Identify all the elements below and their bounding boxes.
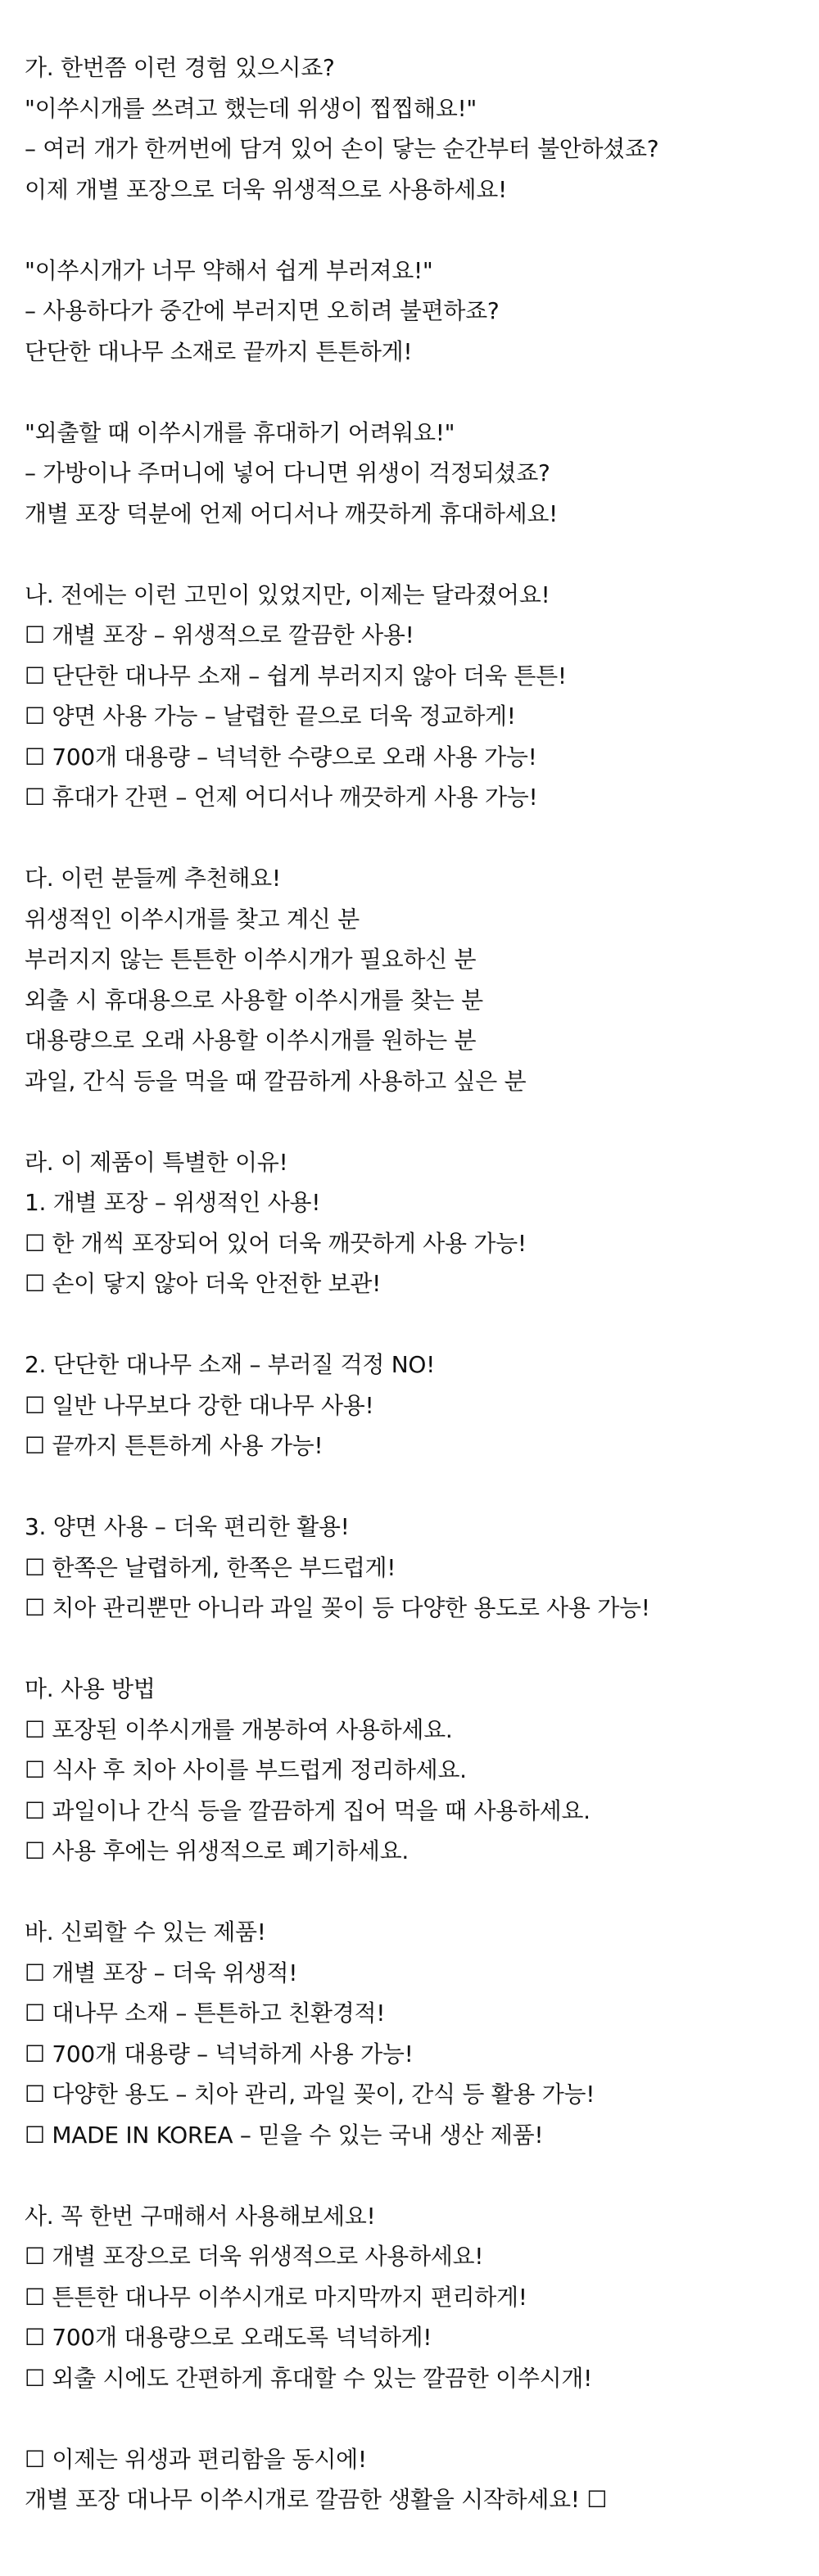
text-line: ☐ 다양한 용도 – 치아 관리, 과일 꽂이, 간식 등 활용 가능!: [25, 2081, 595, 2108]
text-line: ☐ 개별 포장 – 더욱 위생적!: [25, 1959, 298, 1986]
text-line: ☐ 외출 시에도 간편하게 휴대할 수 있는 깔끔한 이쑤시개!: [25, 2364, 592, 2392]
text-section: [25, 1344, 803, 1467]
text-line: 대용량으로 오래 사용할 이쑤시개를 원하는 분: [25, 1027, 477, 1054]
text-line: "이쑤시개가 너무 약해서 쉽게 부러져요!": [25, 256, 433, 284]
text-line: ☐ 700개 대용량 – 넉넉하게 사용 가능!: [25, 2040, 414, 2068]
text-line: 과일, 간식 등을 먹을 때 깔끔하게 사용하고 싶은 분: [25, 1067, 527, 1095]
section-gap: [25, 1872, 803, 1913]
text-line: 나. 전에는 이런 고민이 있었지만, 이제는 달라졌어요!: [25, 581, 550, 608]
text-line: 위생적인 이쑤시개를 찾고 계신 분: [25, 905, 360, 933]
text-section: [25, 858, 803, 1101]
text-section: [25, 47, 803, 210]
text-line: 외출 시 휴대용으로 사용할 이쑤시개를 찾는 분: [25, 986, 483, 1014]
text-line: 다. 이런 분들께 추천해요!: [25, 865, 281, 892]
text-section: [25, 1669, 803, 1872]
section-gap: [25, 534, 803, 575]
text-line: 개별 포장 덕분에 언제 어디서나 깨끗하게 휴대하세요!: [25, 499, 558, 527]
text-line: 바. 신뢰할 수 있는 제품!: [25, 1918, 266, 1946]
text-line: 이제 개별 포장으로 더욱 위생적으로 사용하세요!: [25, 175, 507, 203]
text-line: ☐ MADE IN KOREA – 믿을 수 있는 국내 생산 제품!: [25, 2121, 544, 2149]
text-line: ☐ 일반 나무보다 강한 대나무 사용!: [25, 1391, 374, 1419]
text-line: "이쑤시개를 쓰려고 했는데 위생이 찝찝해요!": [25, 94, 477, 122]
text-line: 마. 사용 방법: [25, 1675, 156, 1702]
text-line: ☐ 튼튼한 대나무 이쑤시개로 마지막까지 편리하게!: [25, 2283, 527, 2311]
text-line: ☐ 한 개씩 포장되어 있어 더욱 깨끗하게 사용 가능!: [25, 1229, 527, 1257]
text-section: [25, 1507, 803, 1629]
text-line: ☐ 휴대가 간편 – 언제 어디서나 깨끗하게 사용 가능!: [25, 784, 538, 811]
section-gap: [25, 372, 803, 413]
text-line: ☐ 700개 대용량 – 넉넉한 수량으로 오래 사용 가능!: [25, 743, 537, 771]
text-line: ☐ 치아 관리뿐만 아니라 과일 꽂이 등 다양한 용도로 사용 가능!: [25, 1594, 650, 1621]
text-line: "외출할 때 이쑤시개를 휴대하기 어려워요!": [25, 418, 455, 446]
section-gap: [25, 210, 803, 251]
section-gap: [25, 1467, 803, 1507]
text-line: ☐ 포장된 이쑤시개를 개봉하여 사용하세요.: [25, 1715, 453, 1743]
section-gap: [25, 1304, 803, 1345]
text-line: ☐ 식사 후 치아 사이를 부드럽게 정리하세요.: [25, 1756, 467, 1783]
text-line: 사. 꼭 한번 구매해서 사용해보세요!: [25, 2202, 376, 2230]
text-line: ☐ 700개 대용량으로 오래도록 넉넉하게!: [25, 2324, 432, 2351]
text-section: [25, 1142, 803, 1304]
text-line: 개별 포장 대나무 이쑤시개로 깔끔한 생활을 시작하세요! ☐: [25, 2486, 608, 2513]
text-line: – 여러 개가 한꺼번에 담겨 있어 손이 닿는 순간부터 불안하셨죠?: [25, 135, 659, 162]
section-gap: [25, 2398, 803, 2439]
text-line: 3. 양면 사용 – 더욱 편리한 활용!: [25, 1513, 350, 1540]
text-line: ☐ 한쪽은 날렵하게, 한쪽은 부드럽게!: [25, 1553, 396, 1581]
text-section: [25, 413, 803, 535]
text-line: 가. 한번쯤 이런 경험 있으시죠?: [25, 54, 335, 81]
text-line: ☐ 사용 후에는 위생적으로 폐기하세요.: [25, 1837, 410, 1864]
text-line: – 가방이나 주머니에 넣어 다니면 위생이 걱정되셨죠?: [25, 459, 550, 486]
text-line: ☐ 손이 닿지 않아 더욱 안전한 보관!: [25, 1270, 382, 1297]
section-gap: [25, 1629, 803, 1670]
text-section: [25, 2439, 803, 2520]
section-gap: [25, 2155, 803, 2196]
text-section: [25, 251, 803, 373]
text-line: ☐ 과일이나 간식 등을 깔끔하게 집어 먹을 때 사용하세요.: [25, 1796, 590, 1824]
text-line: ☐ 대나무 소재 – 튼튼하고 친환경적!: [25, 2000, 386, 2027]
text-line: ☐ 이제는 위생과 편리함을 동시에!: [25, 2445, 367, 2473]
section-gap: [25, 818, 803, 859]
text-line: 2. 단단한 대나무 소재 – 부러질 걱정 NO!: [25, 1351, 436, 1378]
text-line: ☐ 개별 포장으로 더욱 위생적으로 사용하세요!: [25, 2243, 484, 2270]
text-section: [25, 575, 803, 818]
text-line: 1. 개별 포장 – 위생적인 사용!: [25, 1189, 321, 1216]
text-line: ☐ 개별 포장 – 위생적으로 깔끔한 사용!: [25, 621, 414, 649]
text-line: 단단한 대나무 소재로 끝까지 튼튼하게!: [25, 337, 413, 365]
section-gap: [25, 1101, 803, 1142]
text-line: ☐ 끝까지 튼튼하게 사용 가능!: [25, 1432, 324, 1459]
text-line: ☐ 단단한 대나무 소재 – 쉽게 부러지지 않아 더욱 튼튼!: [25, 662, 567, 689]
text-line: – 사용하다가 중간에 부러지면 오히려 불편하죠?: [25, 297, 500, 324]
text-line: 라. 이 제품이 특별한 이유!: [25, 1148, 288, 1176]
text-section: [25, 1912, 803, 2155]
text-line: ☐ 양면 사용 가능 – 날렵한 끝으로 더욱 정교하게!: [25, 703, 516, 730]
text-section: [25, 2196, 803, 2399]
text-line: 부러지지 않는 튼튼한 이쑤시개가 필요하신 분: [25, 946, 477, 973]
